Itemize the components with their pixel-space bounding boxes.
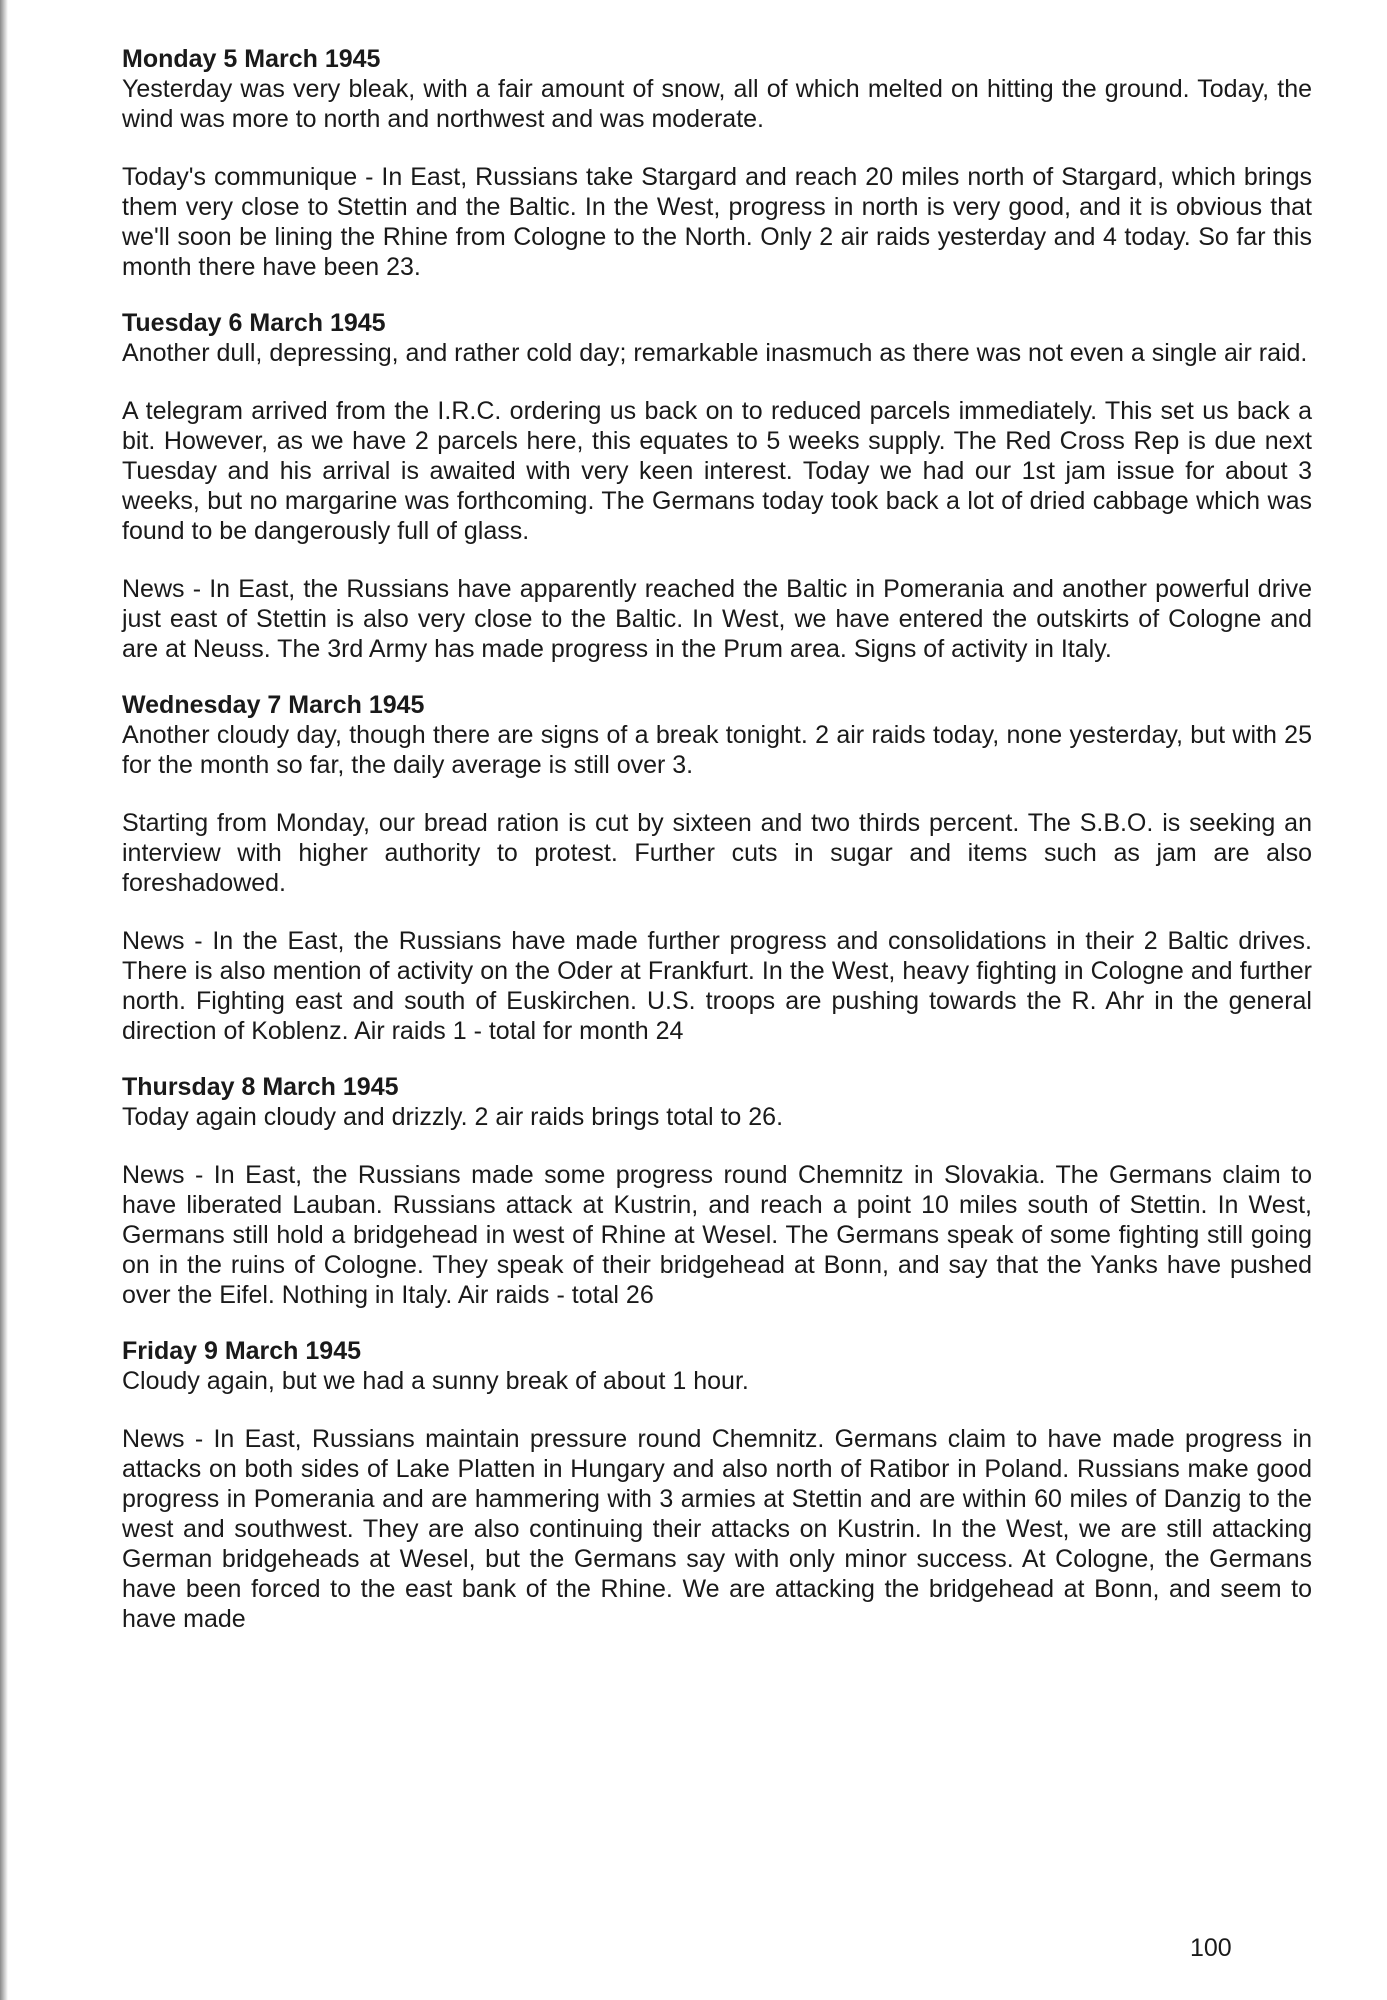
entry-date-heading: Thursday 8 March 1945 — [122, 1073, 399, 1101]
diary-page-body — [122, 44, 1312, 1660]
diary-entry-monday-5-march — [122, 44, 1312, 282]
entry-paragraph: Today again cloudy and drizzly. 2 air raids brings total to 26. — [122, 1103, 784, 1131]
entry-date-heading: Tuesday 6 March 1945 — [122, 309, 386, 337]
entry-paragraph: Yesterday was very bleak, with a fair amount of snow, all of which melted on hitting the ground. Today, the wind was more to north and northwest and was moderate. — [122, 75, 1312, 133]
entry-date-heading: Monday 5 March 1945 — [122, 45, 381, 73]
entry-date-heading: Friday 9 March 1945 — [122, 1337, 362, 1365]
entry-paragraph: Cloudy again, but we had a sunny break of about 1 hour. — [122, 1367, 749, 1395]
entry-paragraph: News - In East, the Russians made some progress round Chemnitz in Slovakia. The Germans claim to have liberated Lauban. Russians attack at Kustrin, and reach a point 10 miles south of Stettin. In West, Germans still hold a bridgehead in west of Rhine at Wesel. The Germans speak of some fighting still going on in the ruins of Cologne. They speak of their bridgehead at Bonn, and say that the Yanks have pushed over the Eifel. Nothing in Italy. Air raids - total 26 — [122, 1161, 1312, 1309]
entry-date-heading: Wednesday 7 March 1945 — [122, 691, 425, 719]
entry-paragraph: News - In East, Russians maintain pressure round Chemnitz. Germans claim to have made progress in attacks on both sides of Lake Platten in Hungary and also north of Ratibor in Poland. Russians make good progress in Pomerania and are hammering with 3 armies at Stettin and are within 60 miles of Danzig to the west and southwest. They are also continuing their attacks on Kustrin. In the West, we are still attacking German bridgeheads at Wesel, but the Germans say with only minor success. At Cologne, the Germans have been forced to the east bank of the Rhine. We are attacking the bridgehead at Bonn, and seem to have made — [122, 1425, 1312, 1633]
entry-paragraph: News - In East, the Russians have apparently reached the Baltic in Pomerania and another powerful drive just east of Stettin is also very close to the Baltic. In West, we have entered the outskirts of Cologne and are at Neuss. The 3rd Army has made progress in the Prum area. Signs of activity in Italy. — [122, 575, 1312, 663]
entry-paragraph: News - In the East, the Russians have made further progress and consolidations in their 2 Baltic drives. There is also mention of activity on the Oder at Frankfurt. In the West, heavy fighting in Cologne and further north. Fighting east and south of Euskirchen. U.S. troops are pushing towards the R. Ahr in the general direction of Koblenz. Air raids 1 - total for month 24 — [122, 927, 1312, 1045]
entry-paragraph: Another dull, depressing, and rather cold day; remarkable inasmuch as there was not even a single air raid. — [122, 339, 1308, 367]
diary-entry-tuesday-6-march — [122, 308, 1312, 664]
entry-paragraph: Another cloudy day, though there are signs of a break tonight. 2 air raids today, none yesterday, but with 25 for the month so far, the daily average is still over 3. — [122, 721, 1312, 779]
entry-paragraph: Starting from Monday, our bread ration is cut by sixteen and two thirds percent. The S.B.O. is seeking an interview with higher authority to protest. Further cuts in sugar and items such as jam are also foreshadowed. — [122, 809, 1312, 897]
page-number: 100 — [1190, 1934, 1232, 1962]
entry-paragraph: Today's communique - In East, Russians take Stargard and reach 20 miles north of Stargard, which brings them very close to Stettin and the Baltic. In the West, progress in north is very good, and it is obvious that we'll soon be lining the Rhine from Cologne to the North. Only 2 air raids yesterday and 4 today. So far this month there have been 23. — [122, 163, 1312, 281]
diary-entry-thursday-8-march — [122, 1072, 1312, 1310]
diary-entry-wednesday-7-march — [122, 690, 1312, 1046]
page-edge-shadow — [0, 0, 8, 2000]
diary-entry-friday-9-march — [122, 1336, 1312, 1634]
entry-paragraph: A telegram arrived from the I.R.C. ordering us back on to reduced parcels immediately. This set us back a bit. However, as we have 2 parcels here, this equates to 5 weeks supply. The Red Cross Rep is due next Tuesday and his arrival is awaited with very keen interest. Today we had our 1st jam issue for about 3 weeks, but no margarine was forthcoming. The Germans today took back a lot of dried cabbage which was found to be dangerously full of glass. — [122, 397, 1312, 545]
